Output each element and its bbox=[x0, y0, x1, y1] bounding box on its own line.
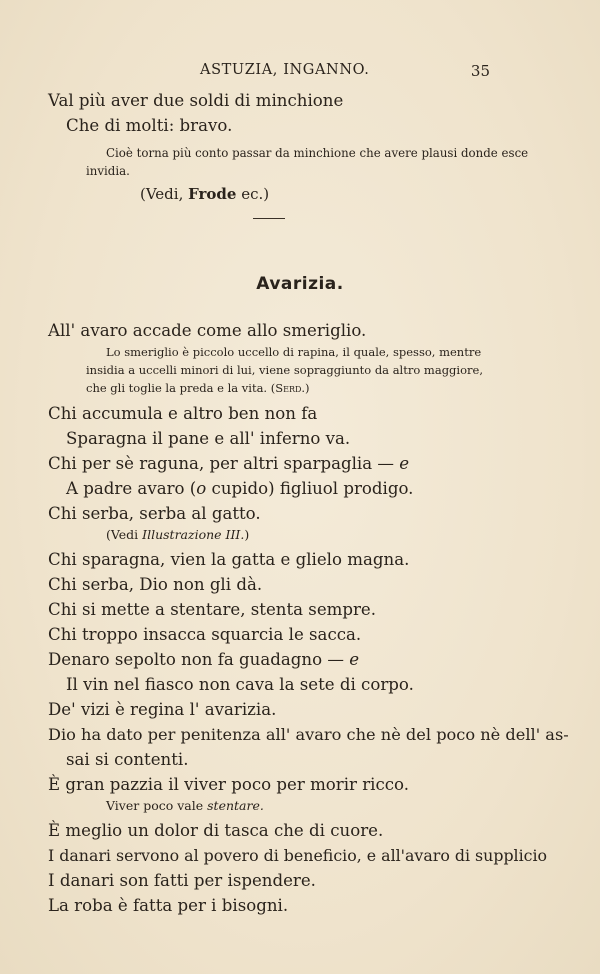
proverb-line: La roba è fatta per i bisogni. bbox=[48, 896, 289, 915]
note-line: Lo smeriglio è piccolo uccello di rapina, il quale, spesso, mentre bbox=[106, 345, 482, 359]
note-line bbox=[48, 379, 494, 397]
proverb-italic: o bbox=[196, 479, 207, 498]
proverb-line: Chi si mette a stentare, stenta sempre. bbox=[48, 600, 377, 619]
proverb-line: I danari son fatti per ispendere. bbox=[48, 871, 316, 890]
proverb-line: De' vizi è regina l' avarizia. bbox=[48, 700, 277, 719]
note-line: invidia. bbox=[86, 164, 130, 178]
proverb-line: All' avaro accade come allo smeriglio. bbox=[48, 321, 367, 340]
ref-italic: Illustrazione III. bbox=[142, 527, 245, 542]
proverb-text: cupido) figliuol prodigo. bbox=[211, 479, 414, 498]
note-text: che gli toglie la preda e la vita. ( bbox=[86, 381, 276, 395]
section-divider bbox=[253, 218, 285, 219]
page-header bbox=[0, 62, 600, 84]
proverb-italic: e bbox=[349, 650, 360, 669]
cross-reference bbox=[48, 182, 494, 207]
proverb-line bbox=[48, 451, 494, 476]
note-text: ) bbox=[305, 381, 310, 395]
proverb-line: Chi accumula e altro ben non fa bbox=[48, 404, 318, 423]
proverb-line: Che di molti: bravo. bbox=[66, 116, 233, 135]
proverb-line bbox=[48, 476, 494, 501]
ref-suffix: ) bbox=[244, 527, 250, 542]
ref-suffix: ec.) bbox=[241, 185, 270, 203]
ref-word: Frode bbox=[188, 185, 237, 203]
proverb-text: Denaro sepolto non fa guadagno — bbox=[48, 650, 344, 669]
page-number: 35 bbox=[470, 62, 490, 80]
section-title: Avarizia. bbox=[256, 274, 344, 294]
proverb-line: Dio ha dato per penitenza all' avaro che nè del poco nè dell' as- bbox=[48, 725, 569, 744]
proverb-line: Chi troppo insacca squarcia le sacca. bbox=[48, 625, 362, 644]
proverb-text: Chi per sè raguna, per altri sparpaglia — bbox=[48, 454, 394, 473]
note-line bbox=[48, 797, 494, 815]
note-text: Viver poco vale bbox=[106, 798, 204, 813]
cross-reference bbox=[48, 526, 494, 544]
proverb-line bbox=[48, 647, 494, 672]
proverb-line: Il vin nel fiasco non cava la sete di corpo. bbox=[66, 675, 414, 694]
proverb-line: I danari servono al povero di beneficio, e all'avaro di supplicio bbox=[48, 846, 548, 865]
proverb-line: Val più aver due soldi di minchione bbox=[48, 91, 344, 110]
proverb-line: Sparagna il pane e all' inferno va. bbox=[66, 429, 351, 448]
proverb-text: A padre avaro ( bbox=[66, 479, 197, 498]
note-line: Cioè torna più conto passar da minchione che avere plausi donde esce bbox=[106, 146, 529, 160]
proverb-line: È gran pazzia il viver poco per morir ricco. bbox=[48, 775, 410, 794]
top-proverbs bbox=[48, 88, 529, 207]
section-body bbox=[48, 318, 569, 918]
proverb-line: Chi serba, Dio non gli dà. bbox=[48, 575, 263, 594]
running-title: ASTUZIA, INGANNO. bbox=[200, 62, 370, 78]
proverb-line: sai si contenti. bbox=[66, 750, 189, 769]
ref-prefix: (Vedi, bbox=[140, 185, 184, 203]
proverb-line: È meglio un dolor di tasca che di cuore. bbox=[48, 821, 384, 840]
proverb-line: Chi sparagna, vien la gatta e glielo magna. bbox=[48, 550, 410, 569]
ref-prefix: (Vedi bbox=[106, 527, 139, 542]
note-italic: stentare. bbox=[207, 798, 264, 813]
note-line: insidia a uccelli minori di lui, viene sopraggiunto da altro maggiore, bbox=[86, 363, 483, 377]
proverb-line: Chi serba, serba al gatto. bbox=[48, 504, 261, 523]
note-source: Serd. bbox=[275, 381, 306, 395]
proverb-italic: e bbox=[399, 454, 410, 473]
